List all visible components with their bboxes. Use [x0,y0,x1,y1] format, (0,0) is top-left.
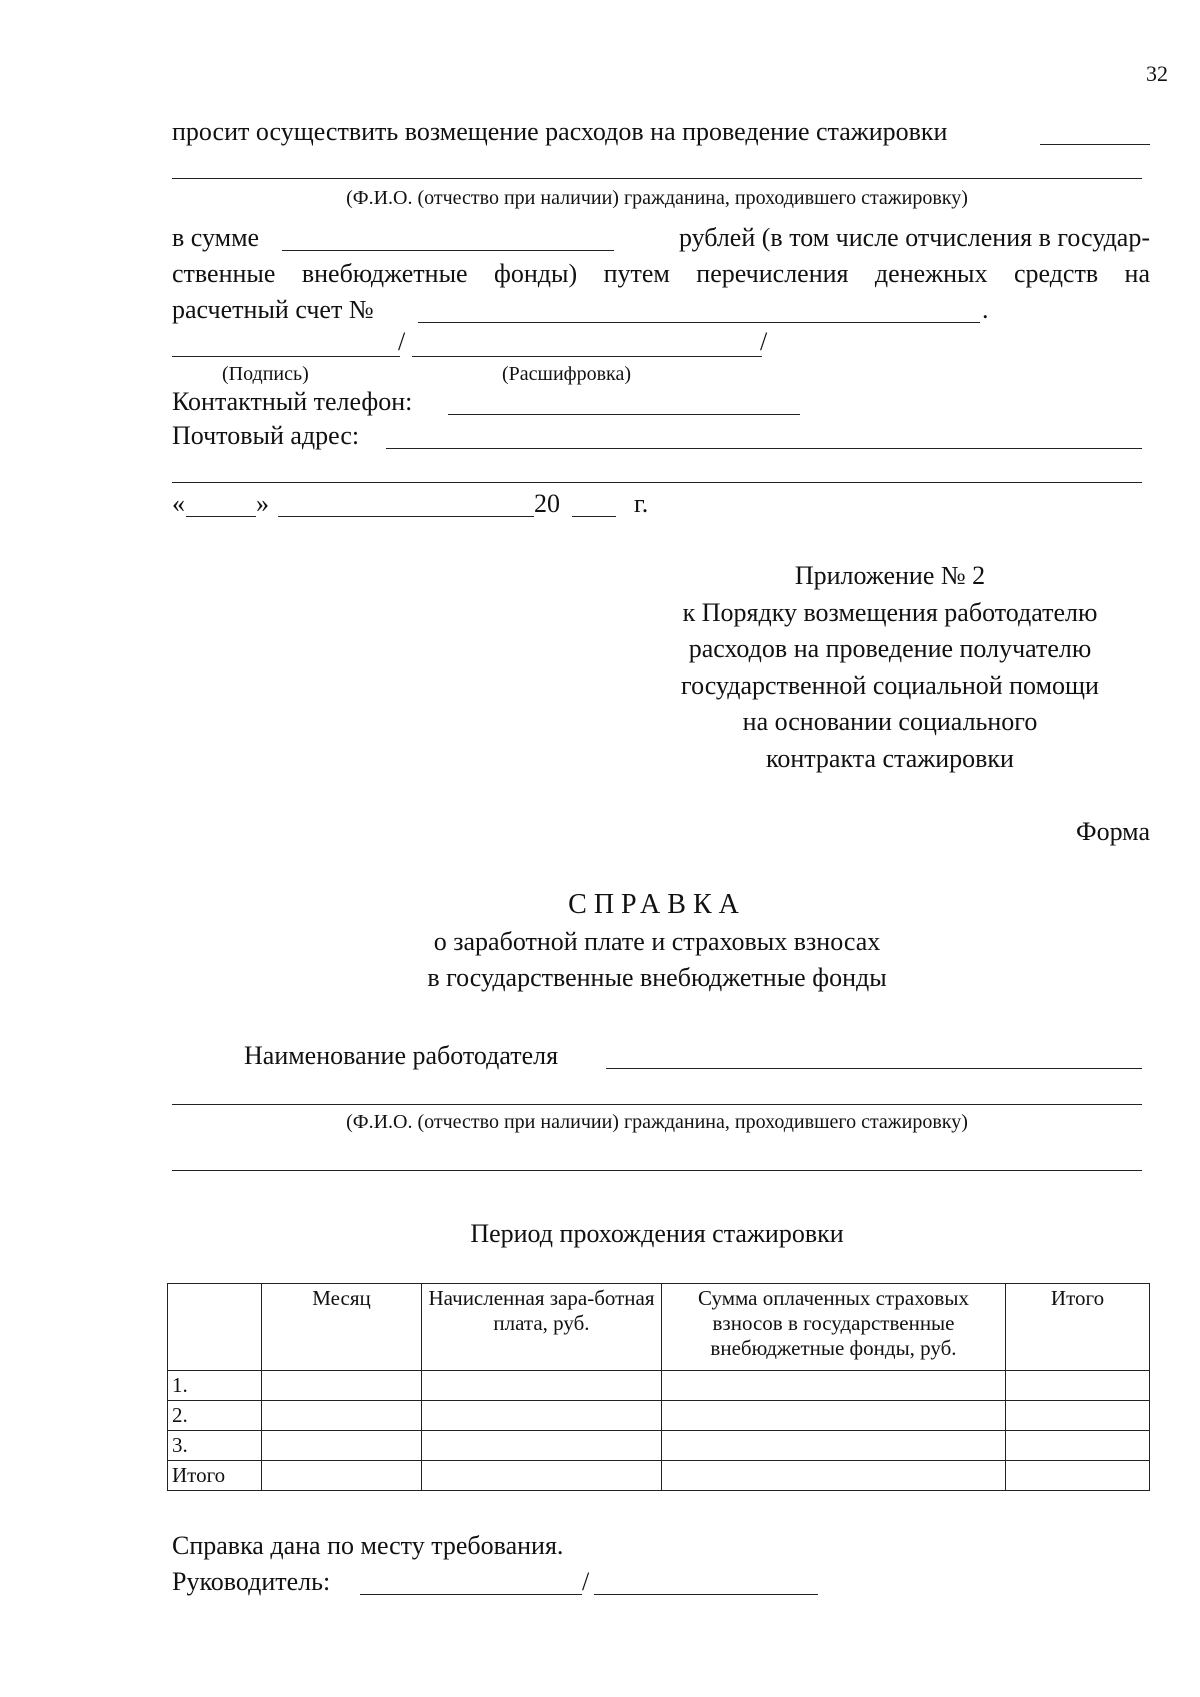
cell-total[interactable] [1006,1461,1150,1491]
employer-name-blank-2[interactable] [172,1104,1142,1105]
employer-label: Наименование работодателя [244,1041,559,1070]
table-row [168,1401,1150,1431]
account-label: расчетный счет № [172,295,374,324]
signature-caption: (Подпись) [222,363,309,385]
head-label: Руководитель: [172,1567,331,1596]
date-year-prefix: 20 [534,489,560,518]
decoding-slash: / [760,327,768,356]
head-slash: / [582,1567,590,1596]
certificate-title: СПРАВКА [568,889,746,920]
sum-blank[interactable] [282,250,614,251]
fio-caption: (Ф.И.О. (отчество при наличии) гражданина, проходившего стажировку) [346,187,968,209]
fio-caption-2: (Ф.И.О. (отчество при наличии) гражданина, проходившего стажировку) [346,1111,968,1133]
cell-month[interactable] [262,1371,422,1401]
reimbursement-request-line: просит осуществить возмещение расходов на проведение стажировки [172,117,948,146]
cell-salary[interactable] [422,1431,662,1461]
fio-blank-end[interactable] [1040,144,1150,145]
cell-total[interactable] [1006,1431,1150,1461]
cell-month[interactable] [262,1401,422,1431]
decoding-caption: (Расшифровка) [502,363,631,385]
appendix-line: на основании социального [742,707,1038,736]
cell-month[interactable] [262,1431,422,1461]
sum-suffix: рублей (в том числе отчисления в государ- [678,223,1150,252]
date-day-blank[interactable] [186,516,256,517]
appendix-block [620,558,1160,777]
date-year-suffix: г. [634,489,649,518]
certificate-given-text: Справка дана по месту требования. [172,1531,564,1560]
cell-month[interactable] [262,1461,422,1491]
header-total: Итого [1006,1284,1150,1371]
phone-label: Контактный телефон: [172,387,413,416]
row-label: 3. [168,1431,262,1461]
phone-blank[interactable] [448,414,800,415]
header-salary: Начисленная зара-ботная плата, руб. [422,1284,662,1371]
funds-line: ственные внебюджетные фонды) путем перечисления денежных средств на [172,259,1150,288]
cell-insurance[interactable] [662,1371,1006,1401]
table-total-row [168,1461,1150,1491]
cell-insurance[interactable] [662,1461,1006,1491]
appendix-line: государственной социальной помощи [681,670,1099,700]
fio-blank-2[interactable] [172,1170,1142,1171]
row-label: Итого [168,1461,262,1491]
cell-total[interactable] [1006,1401,1150,1431]
table-row [168,1371,1150,1401]
sum-label: в сумме [172,223,260,252]
signature-blank[interactable] [172,356,400,357]
table-row [168,1431,1150,1461]
appendix-line: к Порядку возмещения работодателю [682,597,1098,627]
appendix-line: Приложение № 2 [794,561,986,590]
fio-blank[interactable] [172,178,1142,179]
appendix-line: контракта стажировки [766,743,1014,773]
date-month-blank[interactable] [278,516,534,517]
cell-insurance[interactable] [662,1401,1006,1431]
certificate-subtitle-2: в государственные внебюджетные фонды [427,963,887,992]
table-header-row [168,1284,1150,1371]
date-close-quote: » [256,489,269,518]
form-label: Форма [1076,817,1150,846]
certificate-subtitle-1: о заработной плате и страховых взносах [433,927,881,956]
cell-salary[interactable] [422,1401,662,1431]
salary-table [167,1283,1150,1491]
account-number-blank[interactable] [418,322,980,323]
address-blank-2[interactable] [172,482,1142,483]
head-signature-blank[interactable] [360,1594,582,1595]
account-end-dot: . [982,295,989,324]
signature-slash: / [398,327,406,356]
row-label: 1. [168,1371,262,1401]
cell-salary[interactable] [422,1371,662,1401]
head-decoding-blank[interactable] [594,1594,818,1595]
appendix-line: расходов на проведение получателю [688,634,1092,663]
cell-salary[interactable] [422,1461,662,1491]
date-open-quote: « [172,489,185,518]
address-blank[interactable] [386,448,1142,449]
address-label: Почтовый адрес: [172,421,360,450]
employer-name-blank[interactable] [606,1068,1142,1069]
header-number [168,1284,262,1371]
cell-total[interactable] [1006,1371,1150,1401]
header-insurance: Сумма оплаченных страховых взносов в государственные внебюджетные фонды, руб. [662,1284,1006,1371]
row-label: 2. [168,1401,262,1431]
page-number: 32 [1146,61,1168,86]
header-month: Месяц [262,1284,422,1371]
date-year-blank[interactable] [572,516,616,517]
decoding-blank[interactable] [412,356,762,357]
period-label: Период прохождения стажировки [470,1219,844,1248]
cell-insurance[interactable] [662,1431,1006,1461]
